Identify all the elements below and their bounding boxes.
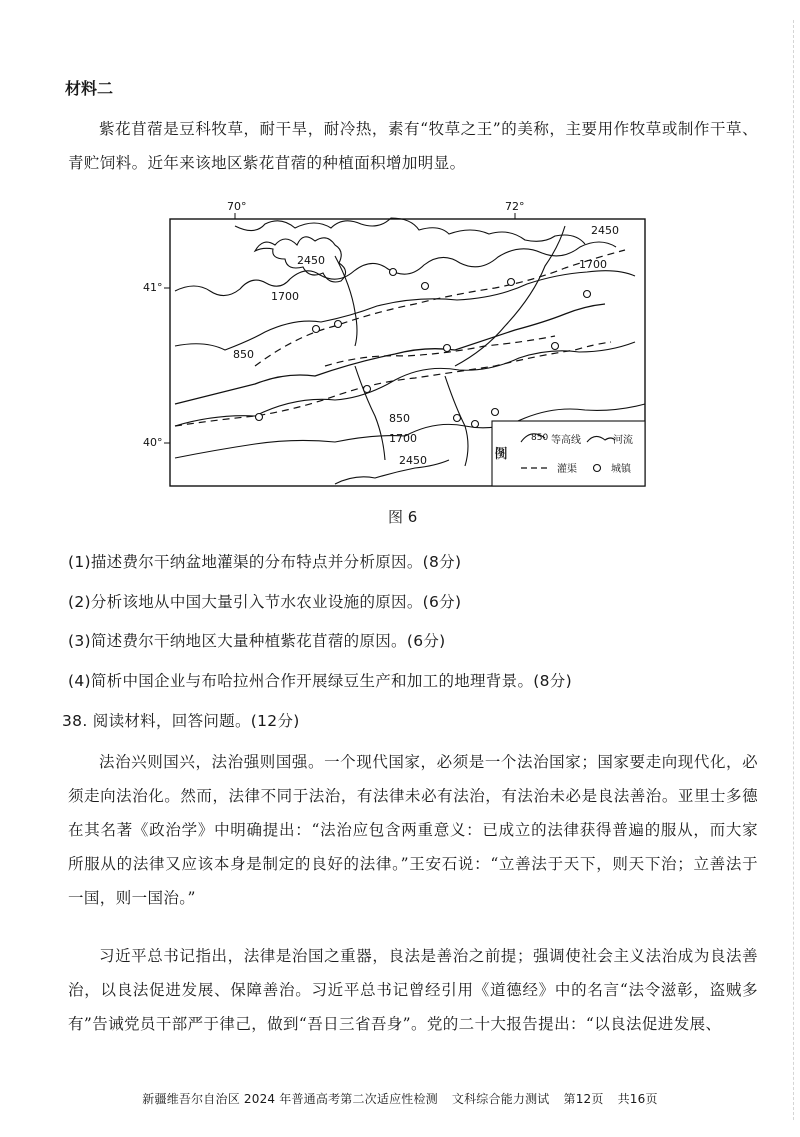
contour-label: 1700 — [389, 432, 417, 445]
town-marker — [552, 343, 559, 350]
legend-canal-label: 灌渠 — [557, 464, 577, 475]
legend-contour-sample: 850 — [531, 433, 549, 443]
town-marker — [584, 291, 591, 298]
scan-edge-marks — [773, 20, 794, 1120]
footer-page-number: 第12页 — [563, 1092, 604, 1106]
contour-label: 850 — [389, 412, 410, 425]
question-3: (3)简述费尔干纳地区大量种植紫花苜蓿的原因。(6分) — [68, 632, 446, 650]
contour-label: 2450 — [297, 254, 325, 267]
contour-label: 2450 — [591, 224, 619, 237]
town-marker — [364, 386, 371, 393]
figure-caption: 图 6 — [388, 508, 418, 526]
lat-label-40: 40° — [143, 436, 163, 449]
contour-label: 1700 — [579, 258, 607, 271]
footer-page-total: 共16页 — [617, 1092, 658, 1106]
town-marker — [335, 321, 342, 328]
lon-label-70: 70° — [227, 200, 247, 213]
legend-town-symbol — [594, 465, 601, 472]
legend-town-label: 城镇 — [611, 464, 631, 475]
town-marker — [444, 345, 451, 352]
footer-subject: 文科综合能力测试 — [451, 1092, 550, 1106]
question-38-title: 38. 阅读材料，回答问题。(12分) — [62, 712, 300, 730]
legend-river-label: 河流 — [613, 435, 633, 446]
town-marker — [313, 326, 320, 333]
contour-label: 2450 — [399, 454, 427, 467]
question-38-paragraph-1: 法治兴则国兴，法治强则国强。一个现代国家，必须是一个法治国家；国家要走向现代化，必须走向法治化。然而，法律不同于法治，有法律未必有法治，有法治未必是良法善治。亚里士多德在其名著《政治学》中明确提出：“法治应包含两重意义：已成立的法律获得普遍的服从，而大家所服从的法律又应该本身是制定的良好的法律。”王安石说：“立善法于天下，则天下治；立善法于一国，则一国治。” — [68, 753, 758, 907]
lat-label-41: 41° — [143, 281, 163, 294]
legend-box — [492, 421, 645, 486]
town-marker — [492, 409, 499, 416]
town-marker — [256, 414, 263, 421]
footer-exam-name: 新疆维吾尔自治区 2024 年普通高考第二次适应性检测 — [142, 1092, 438, 1106]
question-1: (1)描述费尔干纳盆地灌渠的分布特点并分析原因。(8分) — [68, 553, 462, 571]
material-paragraph: 紫花苜蓿是豆科牧草，耐干旱，耐冷热，素有“牧草之王”的美称，主要用作牧草或制作干草、青贮饲料。近年来该地区紫花苜蓿的种植面积增加明显。 — [68, 120, 758, 172]
town-marker — [508, 279, 515, 286]
question-38-paragraph-2: 习近平总书记指出，法律是治国之重器，良法是善治之前提；强调使社会主义法治成为良法善治，以良法促进发展、保障善治。习近平总书记曾经引用《道德经》中的名言“法令滋彰，盗贼多有”告诫党员干部严于律己，做到“吾日三省吾身”。党的二十大报告提出：“以良法促进发展、 — [68, 947, 758, 1033]
town-marker — [422, 283, 429, 290]
fergana-basin-map — [135, 196, 665, 496]
question-2: (2)分析该地从中国大量引入节水农业设施的原因。(6分) — [68, 593, 462, 611]
page-footer — [120, 1090, 680, 1107]
town-marker — [472, 421, 479, 428]
legend-contour-label: 等高线 — [551, 435, 581, 446]
town-marker — [390, 269, 397, 276]
question-4: (4)简析中国企业与布哈拉州合作开展绿豆生产和加工的地理背景。(8分) — [68, 672, 572, 690]
material-heading: 材料二 — [65, 79, 114, 98]
town-marker — [454, 415, 461, 422]
contour-label: 1700 — [271, 290, 299, 303]
lon-label-72: 72° — [505, 200, 525, 213]
legend-title-char-1: 图例 — [491, 446, 507, 460]
map-legend — [492, 421, 646, 486]
contour-label: 850 — [233, 348, 254, 361]
